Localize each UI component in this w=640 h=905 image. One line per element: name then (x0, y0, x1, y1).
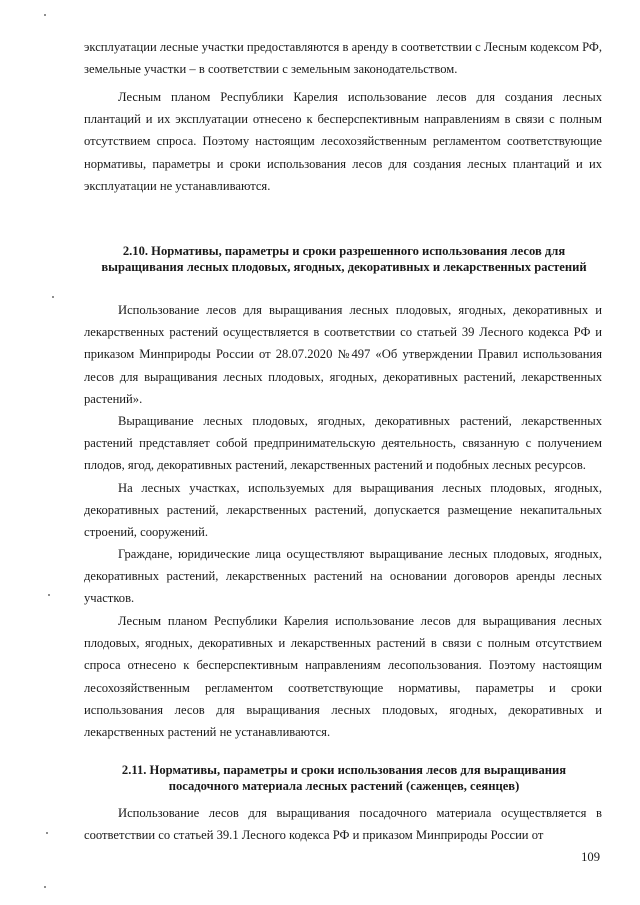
paragraph-2-10-structures: На лесных участках, используемых для выращивания лесных плодовых, ягодных, декоративных растений, лекарственных растений, допускается размещение некапитальных строений, сооружений. (84, 481, 602, 540)
paragraph-intro: эксплуатации лесные участки предоставляются в аренду в соответствии с Лесным кодексом РФ, земельные участки – в соответствии с земельным законодательством. (84, 40, 602, 77)
paragraph-2-10-lease: Граждане, юридические лица осуществляют выращивание лесных плодовых, ягодных, декоративных растений, лекарственных растений на основании договоров аренды лесных участков. (84, 547, 602, 606)
section-heading-2-10: 2.10. Нормативы, параметры и сроки разрешенного использования лесов для выращивания лесных плодовых, ягодных, декоративных и лекарственных растений (101, 244, 587, 274)
paragraph-2-10-forest-plan: Лесным планом Республики Карелия использование лесов для выращивания лесных плодовых, ягодных, декоративных и лекарственных растений в связи с полным отсутствием спроса отнесено к бесперспективным направлениям лесопользования. Поэтому настоящим лесохозяйственным регламентом соответствующие нормативы, параметры и сроки использования лесов для выращивания лесных плодовых, ягодных, декоративных и лекарственных растений не устанавливаются. (84, 614, 602, 740)
scan-speck (44, 14, 46, 16)
page-number: 109 (581, 850, 600, 864)
paragraph-forest-plantations: Лесным планом Республики Карелия использование лесов для создания лесных плантаций и их эксплуатации отнесено к бесперспективным направлениям в связи с полным отсутствием спроса. Поэтому настоящим лесохозяйственным регламентом соответствующие нормативы, параметры и сроки использования лесов для создания лесных плантаций и их эксплуатации не устанавливаются. (84, 90, 602, 193)
scan-speck (44, 886, 46, 888)
section-heading-2-11: 2.11. Нормативы, параметры и сроки использования лесов для выращивания посадочного материала лесных растений (саженцев, сеянцев) (121, 763, 567, 793)
paragraph-2-10-legal-basis: Использование лесов для выращивания лесных плодовых, ягодных, декоративных и лекарственных растений осуществляется в соответствии со статьей 39 Лесного кодекса РФ и приказом Минприроды России от 28.07.2020 №497 «Об утверждении Правил использования лесов для выращивания лесных плодовых, ягодных, декоративных растений, лекарственных растений». (84, 303, 602, 406)
scan-speck (52, 296, 54, 298)
paragraph-2-10-activity: Выращивание лесных плодовых, ягодных, декоративных растений, лекарственных растений представляет собой предпринимательскую деятельность, связанную с получением плодов, ягод, декоративных растений, лекарственных растений и подобных лесных ресурсов. (84, 414, 602, 473)
scan-speck (46, 832, 48, 834)
paragraph-2-11-legal-basis: Использование лесов для выращивания посадочного материала осуществляется в соответствии со статьей 39.1 Лесного кодекса РФ и приказом Минприроды России от (84, 806, 602, 843)
scan-speck (48, 594, 50, 596)
